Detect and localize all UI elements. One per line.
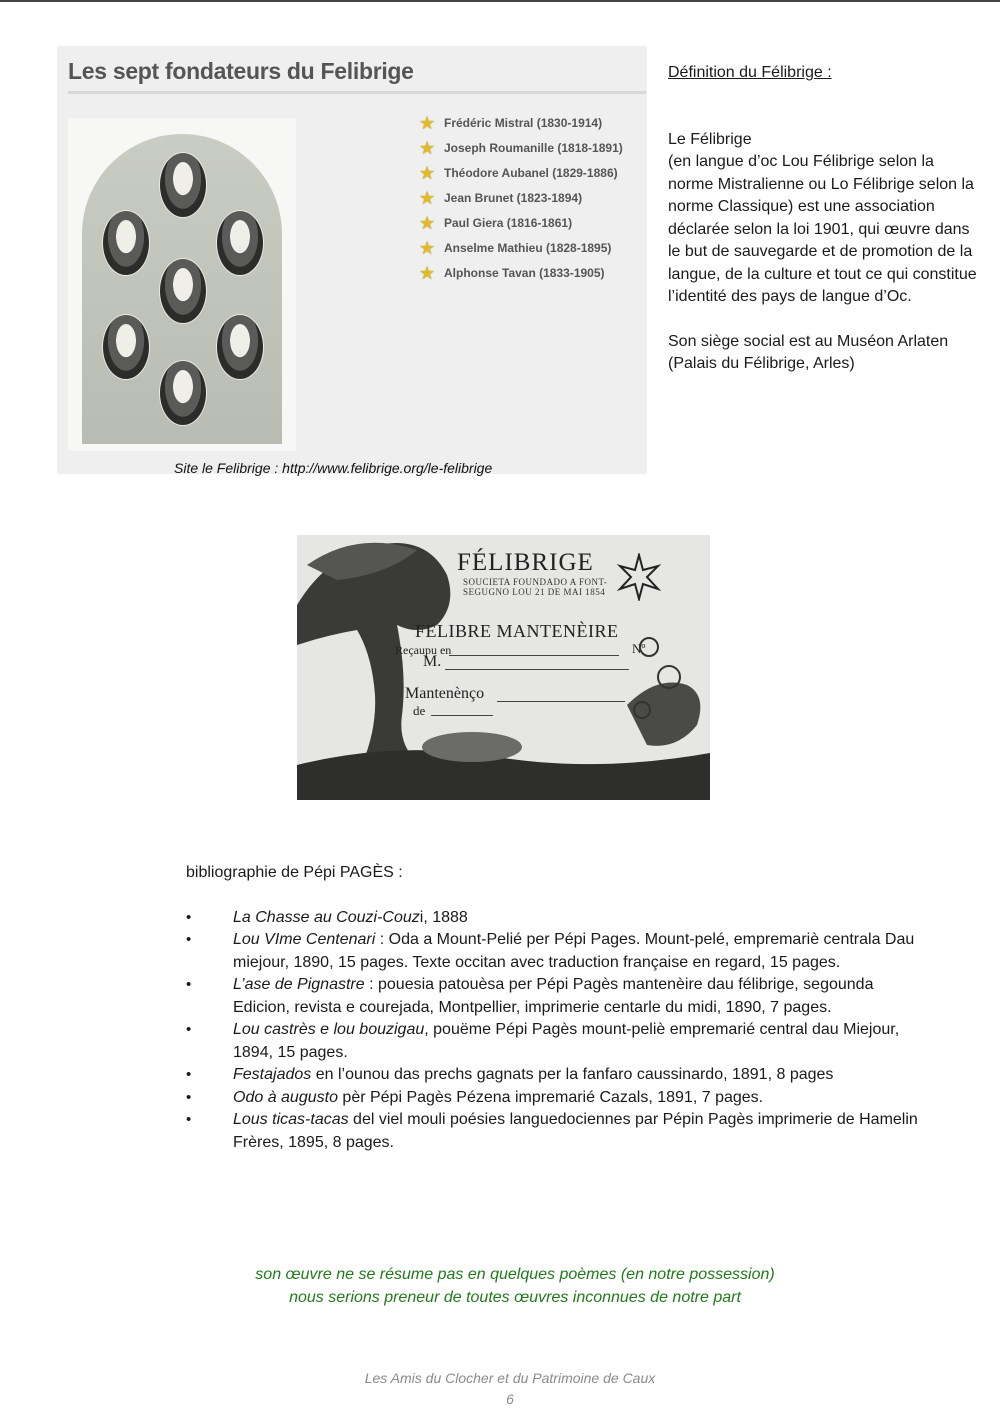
bullet-icon: • bbox=[186, 976, 192, 993]
bullet-icon: • bbox=[186, 931, 192, 948]
card-field-de: de bbox=[413, 703, 426, 718]
work-details: : Oda a Mount-Pelié per Pépi Pages. Mount-pelé, empremariè centrala Dau miejour, 1890, 15 pages. Texte occitan avec traduction française en regard, 15 pages. bbox=[233, 931, 915, 971]
seven-point-star-icon bbox=[615, 553, 663, 601]
work-title: Lou VIme Centenari bbox=[233, 931, 376, 948]
list-item bbox=[186, 1087, 926, 1110]
card-field-maintenance: Mantenènço bbox=[405, 685, 485, 702]
founder-name: Frédéric Mistral (1830-1914) bbox=[444, 115, 603, 130]
membership-card bbox=[297, 535, 710, 800]
founder-name: Anselme Mathieu (1828-1895) bbox=[444, 240, 612, 255]
founders-panel bbox=[57, 46, 647, 474]
founders-source-link: Site le Felibrige : http://www.felibrige.org/le-felibrige bbox=[174, 460, 493, 476]
work-title: L’ase de Pignastre bbox=[233, 976, 365, 993]
portrait-oval bbox=[216, 210, 264, 276]
closing-line: son œuvre ne se résume pas en quelques poèmes (en notre possession) bbox=[255, 1266, 775, 1283]
work-details: pèr Pépi Pagès Pézena impremarié Cazals, 1891, 7 pages. bbox=[337, 1088, 764, 1106]
card-field-m: M. bbox=[423, 653, 442, 670]
portrait-oval bbox=[159, 152, 207, 218]
star-icon: ★ bbox=[419, 162, 436, 183]
work-details: del viel mouli poésies languedociennes par Pépin Pagès imprimerie de Hamelin Frères, 1895, 8 pages. bbox=[233, 1111, 918, 1151]
card-line bbox=[431, 715, 493, 716]
founder-item bbox=[419, 210, 623, 235]
founder-item bbox=[419, 260, 623, 285]
page-footer bbox=[0, 1368, 1000, 1410]
work-title: Lou castrès e lou bouzigau bbox=[233, 1021, 425, 1038]
founder-item bbox=[419, 235, 623, 260]
star-icon: ★ bbox=[419, 237, 436, 258]
founder-name: Joseph Roumanille (1818-1891) bbox=[444, 140, 623, 155]
card-field-number: Nº bbox=[632, 641, 646, 656]
list-item bbox=[186, 1064, 926, 1087]
star-icon: ★ bbox=[419, 137, 436, 158]
founder-name: Théodore Aubanel (1829-1886) bbox=[444, 165, 618, 180]
founder-item bbox=[419, 160, 623, 185]
card-title: FÉLIBRIGE bbox=[457, 549, 594, 576]
bibliography-section bbox=[186, 862, 926, 1154]
portrait-oval bbox=[102, 210, 150, 276]
bullet-icon: • bbox=[186, 1111, 192, 1128]
star-icon: ★ bbox=[419, 112, 436, 133]
bullet-icon: • bbox=[186, 1066, 192, 1083]
work-details: en l’ounou das prechs gagnats per la fanfaro caussinardo, 1891, 8 pages bbox=[311, 1066, 834, 1083]
portrait-oval bbox=[102, 314, 150, 380]
portrait-arch bbox=[82, 134, 282, 444]
card-line bbox=[449, 655, 619, 656]
footer-org: Les Amis du Clocher et du Patrimoine de Caux bbox=[364, 1370, 656, 1386]
bullet-icon: • bbox=[186, 908, 192, 926]
portrait-oval bbox=[159, 360, 207, 426]
list-item bbox=[186, 974, 926, 1019]
list-item bbox=[186, 907, 926, 930]
founders-title-underline bbox=[68, 91, 646, 94]
card-label: FELIBRE MANTENÈIRE bbox=[415, 621, 619, 641]
founder-list bbox=[419, 110, 623, 285]
star-icon: ★ bbox=[419, 187, 436, 208]
card-field-received: Reçaupu en bbox=[395, 643, 452, 657]
star-icon: ★ bbox=[419, 212, 436, 233]
list-item bbox=[186, 1019, 926, 1064]
work-title: Lous ticas-tacas bbox=[233, 1111, 349, 1128]
portrait-oval bbox=[216, 314, 264, 380]
list-item bbox=[186, 1109, 926, 1154]
founder-item bbox=[419, 185, 623, 210]
founder-name: Paul Giera (1816-1861) bbox=[444, 215, 573, 230]
definition-seat: Son siège social est au Muséon Arlaten (Palais du Félibrige, Arles) bbox=[668, 332, 949, 372]
work-title: La Chasse au Couzi-Couz bbox=[233, 908, 420, 926]
definition-text: (en langue d’oc Lou Félibrige selon la norme Mistralienne ou Lo Félibrige selon la norme Classique) est une association déclarée selon la loi 1901, qui œuvre dans le but de sauvegarde et de promotion de la langue, de la culture et tout ce qui constitue l’identité des pays de langue d’Oc. bbox=[668, 153, 977, 305]
work-details: i, 1888 bbox=[419, 908, 468, 926]
founder-item bbox=[419, 110, 623, 135]
closing-note bbox=[0, 1263, 1000, 1309]
work-title: Festajados bbox=[233, 1066, 312, 1083]
founder-name: Alphonse Tavan (1833-1905) bbox=[444, 265, 605, 280]
founders-portrait bbox=[68, 118, 296, 451]
bibliography-heading: bibliographie de Pépi PAGÈS : bbox=[186, 864, 403, 881]
bibliography-list bbox=[186, 907, 926, 1155]
definition-section bbox=[668, 62, 983, 398]
top-rule bbox=[0, 0, 1000, 2]
work-details: : pouesia patouèsa per Pépi Pagès mantenèire dau félibrige, segounda Edicion, revista e courejada, Montpellier, imprimerie centarle du midi, 1890, 7 pages. bbox=[233, 976, 874, 1016]
founders-title: Les sept fondateurs du Felibrige bbox=[68, 58, 414, 84]
card-line bbox=[445, 669, 629, 670]
card-subtitle: SOUCIETA FOUNDADO A FONT-SEGUGNO LOU 21 DE MAI 1854 bbox=[463, 577, 608, 597]
closing-line: nous serions preneur de toutes œuvres inconnues de notre part bbox=[289, 1289, 741, 1306]
page-number: 6 bbox=[506, 1391, 514, 1407]
card-line bbox=[497, 701, 625, 702]
founder-item bbox=[419, 135, 623, 160]
founder-name: Jean Brunet (1823-1894) bbox=[444, 190, 583, 205]
work-title: Odo à augusto bbox=[233, 1088, 338, 1106]
star-icon: ★ bbox=[419, 262, 436, 283]
definition-heading: Définition du Félibrige : bbox=[668, 64, 832, 81]
work-details: , pouëme Pépi Pagès mount-peliè empremarié central dau Miejour, 1894, 15 pages. bbox=[233, 1021, 900, 1061]
bullet-icon: • bbox=[186, 1021, 192, 1038]
portrait-oval bbox=[159, 258, 207, 324]
definition-term: Le Félibrige bbox=[668, 130, 752, 148]
bullet-icon: • bbox=[186, 1088, 192, 1106]
list-item bbox=[186, 929, 926, 974]
